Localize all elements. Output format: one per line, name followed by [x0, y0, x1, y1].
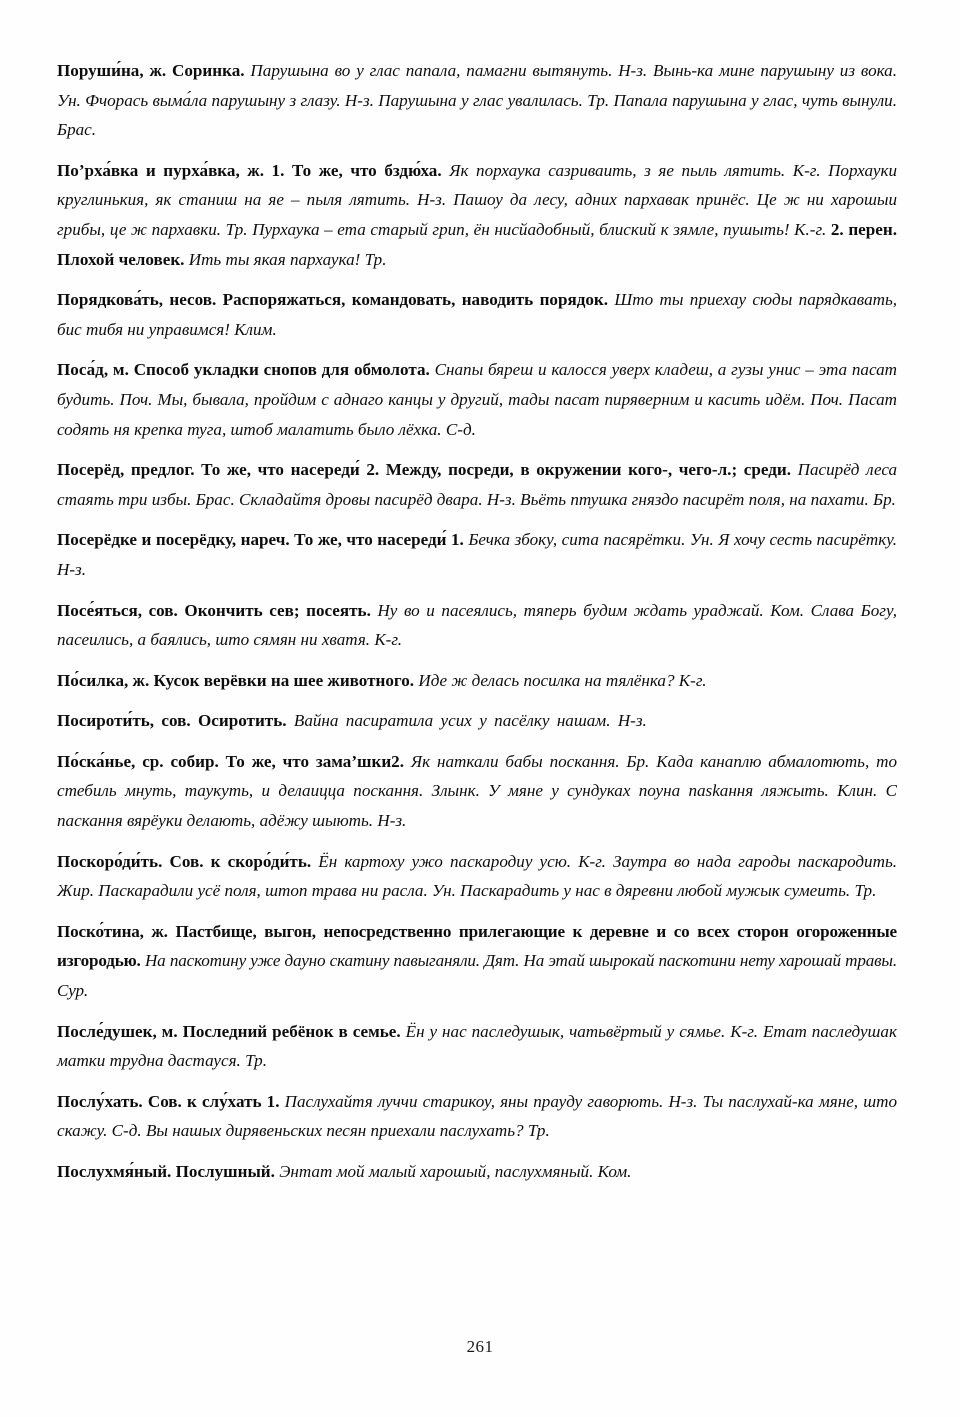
entry-examples: Ён картоху ужо паскародиу усю. К-г. Заутра во нада гароды паскародить. Жир. Паскарадили усё поля, штоп трава ни расла. Ун. Паскарадить у нас в дяревни любой мужык сумеить. Тр.: [57, 851, 897, 901]
entry-sense-definition: Плохой человек.: [57, 249, 185, 269]
entry-headword: Поско́тина, ж.: [57, 921, 168, 941]
entry-examples: Як порхаука сазриваить, з яе пыль лятить. К-г. Порхауки круглинькия, як станиш на яе – пыля лятить. Н-з. Пашоу да лесу, адних пархавак принёс. Це ж ни харошыи грибы, це ж пархавки. Тр. Пурхаука – ета старый грип, ён нисйадобный, блиский к зямле, пушыть! К.-г.: [57, 160, 897, 239]
dictionary-entry: [57, 156, 897, 274]
entry-examples: Што ты приехау сюды парядкавать, бис тибя ни управимся! Клим.: [57, 290, 898, 339]
entry-headword: Посе́яться, сов.: [57, 600, 178, 620]
entry-examples: Энтат мой малый харошый, паслухмяный. Ком.: [279, 1162, 632, 1181]
entry-examples: Як наткали бабы поскання. Бр. Када канаплю абмалотють, то стебиль мнуть, таукуть, и делаицца поскання. Злынк. У мяне у сундуках поуна пaskання ляжыть. Клин. С паскання вярёуки делають, адёжу шыють. Н-з.: [57, 751, 897, 831]
dictionary-entry: [57, 1017, 897, 1076]
entry-definition: Способ укладки снопов для обмолота.: [133, 360, 430, 380]
dictionary-entry: [57, 1087, 897, 1146]
entry-headword: По́силка, ж.: [57, 670, 150, 690]
entry-examples: Ён у нас паследушык, чатьвёртый у сямье. К-г. Етат паследушак матки трудна дастауся. Тр.: [57, 1021, 897, 1071]
page-number: 261: [466, 1337, 494, 1356]
entry-definition: Соринка.: [172, 61, 245, 80]
entry-headword: После́душек, м.: [57, 1021, 178, 1041]
dictionary-entry: [57, 355, 897, 444]
entry-sense-number: 2.: [830, 219, 844, 239]
entry-definition: Последний ребёнок в семье.: [182, 1021, 401, 1041]
entry-examples: На паскотину уже дауно скатину павыганяли. Дят. На этай шырокай паскотини нету харошай травы. Сур.: [57, 951, 897, 1001]
entry-definition: То же, что бздю́ха.: [291, 160, 442, 180]
entry-examples: Снапы бяреш и калосся уверх кладеш, а гузы унис – эта пасат будить. Поч. Мы, бывала, пройдим с аднаго канцы у другий, тады пасат пиряверним и касить идём. Поч. Пасат содять ня крепка туга, штоб малатить было лёхка. С-д.: [57, 360, 898, 439]
entry-headword: По́ска́нье, ср. собир.: [57, 751, 219, 771]
entry-definition: То же, что зама’шки2.: [225, 751, 404, 771]
dictionary-entry: [57, 917, 897, 1006]
entry-examples: Бечка збоку, сита пасярётки. Ун. Я хочу сесть пасирётку. Н-з.: [57, 530, 897, 579]
entry-examples: Парушына во у глас папала, памагни вытянуть. Н-з. Вынь-ка мине парушыну из вока. Ун. Фчорась выма́ла парушыну з глазу. Н-з. Парушына у глас увалилась. Тр. Папала парушына у глас, чуть вынули. Брас.: [57, 61, 898, 140]
entry-definition: То же, что насереди́ 2. Между, посреди, в окружении кого-, чего-л.; среди.: [201, 460, 791, 480]
entry-headword: Посерёд, предлог.: [57, 460, 195, 480]
entry-headword: Посироти́ть, сов.: [57, 711, 191, 731]
entry-definition: Окончить сев; посеять.: [184, 600, 371, 620]
entry-definition: Кусок верёвки на шее животного.: [153, 670, 415, 690]
entry-examples: Ну во и пасеялись, тяперь будим ждать ураджай. Ком. Слава Богу, пасеились, а баялись, што сямян ни хватя. К-г.: [57, 600, 897, 650]
entry-headword: Поскоро́ди́ть. Сов. к скоро́ди́ть.: [57, 851, 312, 871]
entry-sense-label: перен.: [848, 219, 897, 239]
dictionary-entry: [57, 56, 897, 145]
dictionary-entry-column: [57, 56, 897, 1187]
dictionary-entry: [57, 455, 897, 514]
entry-examples: Пасирёд леса стаять три избы. Брас. Складайтя дровы пасирёд двара. Н-з. Вьёть птушка гняздо пасирёт поля, на пахати. Бр.: [57, 460, 898, 509]
entry-definition: Осиротить.: [198, 711, 287, 731]
entry-headword: Поса́д, м.: [57, 360, 129, 380]
entry-headword: По’рха́вка и пурха́вка, ж. 1.: [57, 160, 285, 180]
entry-headword: Порядкова́ть, несов.: [57, 290, 217, 310]
entry-headword: Поруши́на, ж.: [57, 61, 167, 80]
dictionary-entry: [57, 706, 897, 736]
dictionary-entry: [57, 525, 897, 584]
dictionary-entry: [57, 285, 897, 344]
dictionary-entry: [57, 666, 897, 696]
dictionary-entry: [57, 747, 897, 836]
entry-examples: Иде ж делась посилка на тялёнка? К-г.: [418, 670, 707, 690]
dictionary-entry: [57, 1157, 897, 1187]
entry-headword: Посерёдке и посерёдку, нареч.: [57, 530, 290, 550]
dictionary-entry: [57, 596, 897, 655]
dictionary-entry: [57, 847, 897, 906]
entry-definition: Распоряжаться, командовать, наводить порядок.: [222, 290, 609, 310]
entry-examples: Паслухайтя луччи старикоу, яны прауду гаворють. Н-з. Ты паслухай-ка мяне, што скажу. С-д. Вы нашых дирявеньских песян приехали паслухать? Тр.: [57, 1091, 897, 1141]
entry-headword: Послухмя́ный. Послушный.: [57, 1162, 275, 1181]
entry-headword: Послу́хать. Сов. к слу́хать 1.: [57, 1091, 280, 1111]
entry-examples: Вайна пасиратила усих у пасёлку нашам. Н-з.: [293, 711, 647, 731]
entry-definition: То же, что насереди́ 1.: [294, 530, 464, 550]
entry-definition: Пастбище, выгон, непосредственно прилегающие к деревне и со всех сторон огороженные изгородью.: [57, 921, 897, 971]
entry-sense-examples: Ить ты якая пархаука! Тр.: [188, 249, 387, 269]
